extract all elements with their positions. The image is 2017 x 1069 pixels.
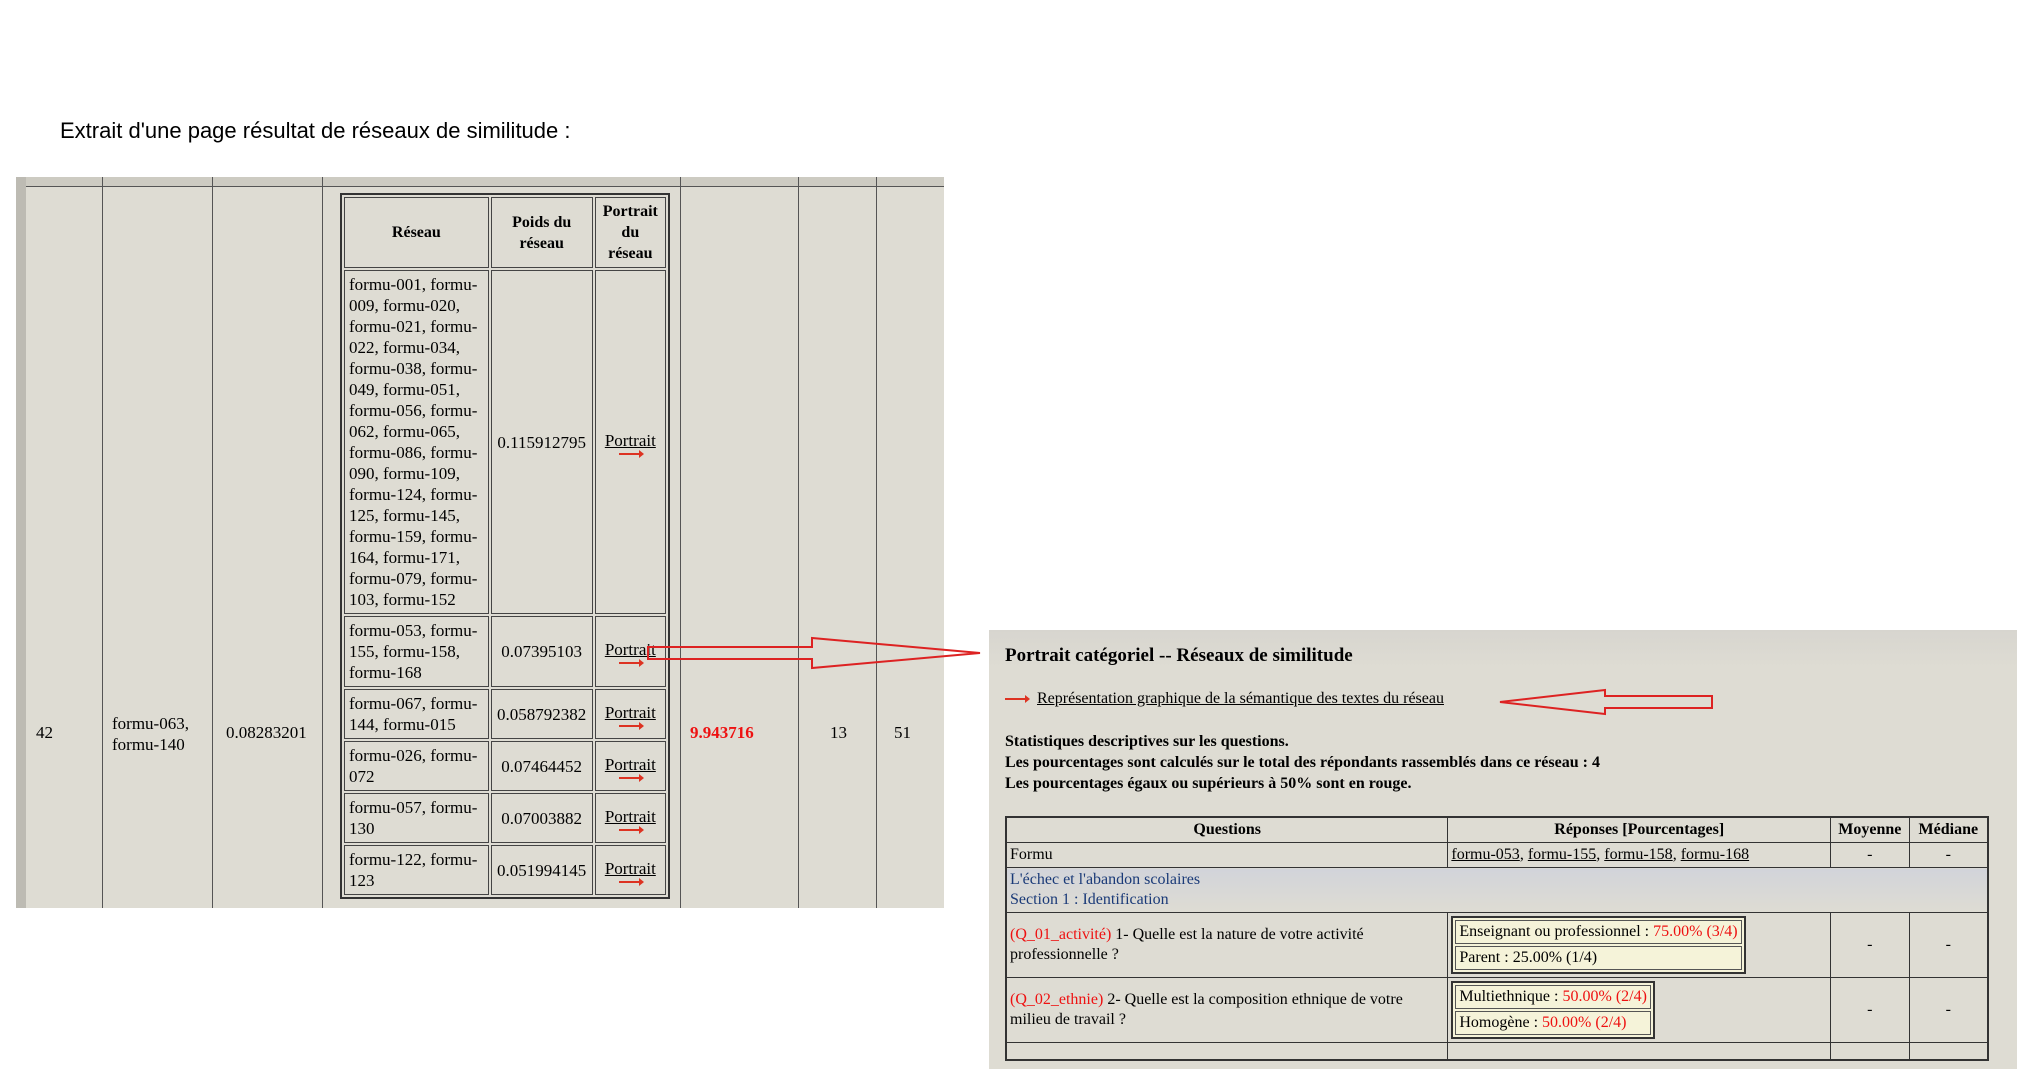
- header-mediane: Médiane: [1909, 817, 1988, 843]
- network-members: formu-026, formu-072: [344, 741, 489, 791]
- formu-link[interactable]: formu-053: [1451, 846, 1520, 863]
- graph-representation-link[interactable]: Représentation graphique de la sémantique des textes du réseau: [1037, 690, 1444, 707]
- formu-label: Formu: [1006, 843, 1448, 868]
- header-reseau: Réseau: [344, 197, 489, 268]
- question-text: 2- Quelle est la composition ethnique de votre milieu de travail ?: [1010, 991, 1403, 1028]
- answer-pct: 25.00% (1/4): [1512, 949, 1598, 966]
- header-poids: Poids du réseau: [491, 197, 593, 268]
- formu-links: formu-053, formu-155, formu-158, formu-168: [1448, 843, 1831, 868]
- portrait-link[interactable]: Portrait: [595, 741, 666, 791]
- figure-caption: Extrait d'une page résultat de réseaux de similitude :: [60, 118, 571, 143]
- header-reponses: Réponses [Pourcentages]: [1448, 817, 1831, 843]
- portrait-link[interactable]: Portrait: [595, 689, 666, 739]
- stats-line: Les pourcentages égaux ou supérieurs à 50% sont en rouge.: [1005, 775, 1412, 792]
- question-text: 1- Quelle est la nature de votre activité professionnelle ?: [1010, 926, 1364, 963]
- answer-item: Homogène : 50.00% (2/4): [1455, 1011, 1651, 1035]
- header-questions: Questions: [1006, 817, 1448, 843]
- section-title: L'échec et l'abandon scolaires: [1010, 871, 1201, 888]
- moyenne-value: -: [1831, 843, 1910, 868]
- formu-link[interactable]: formu-158: [1604, 846, 1673, 863]
- network-members: formu-001, formu-009, formu-020, formu-021, formu-022, formu-034, formu-038, formu-049, formu-051, formu-056, formu-062, formu-065, formu-086, formu-090, formu-109, formu-124, formu-125, formu-145, formu-159, formu-164, formu-171, formu-079, formu-103, formu-152: [344, 270, 489, 614]
- row-number: 42: [36, 723, 53, 742]
- mediane-value: -: [1909, 843, 1988, 868]
- section-subtitle: Section 1 : Identification: [1010, 891, 1169, 908]
- stats-line: Les pourcentages sont calculés sur le total des répondants rassemblés dans ce réseau : 4: [1005, 754, 1600, 771]
- network-weight: 0.07464452: [491, 741, 593, 791]
- header-moyenne: Moyenne: [1831, 817, 1910, 843]
- formu-link[interactable]: formu-155: [1527, 846, 1597, 863]
- network-weight: 0.051994145: [491, 845, 593, 895]
- mediane-value: -: [1909, 978, 1988, 1043]
- mediane-value: -: [1909, 913, 1988, 978]
- network-weight: 0.058792382: [491, 689, 593, 739]
- network-weight: 0.115912795: [491, 270, 593, 614]
- stats-line: Statistiques descriptives sur les questions.: [1005, 733, 1289, 750]
- answer-item: Enseignant ou professionnel : 75.00% (3/4): [1455, 920, 1741, 944]
- row-count-2: 51: [894, 723, 911, 742]
- portrait-link[interactable]: Portrait: [595, 270, 666, 614]
- arrow-to-portrait-icon: [648, 638, 980, 668]
- portrait-link[interactable]: Portrait: [595, 793, 666, 843]
- answer-pct: 50.00% (2/4): [1542, 1014, 1627, 1031]
- moyenne-value: -: [1831, 913, 1910, 978]
- row-count-1: 13: [830, 723, 847, 742]
- network-members: formu-057, formu-130: [344, 793, 489, 843]
- arrow-to-graph-link-icon: [1500, 690, 1712, 714]
- row-weight: 0.08283201: [226, 723, 307, 742]
- row-score: 9.943716: [690, 723, 754, 742]
- row-formu: formu-063, formu-140: [112, 714, 189, 754]
- answer-pct: 75.00% (3/4): [1653, 923, 1738, 940]
- answer-item: Parent : 25.00% (1/4): [1455, 946, 1741, 970]
- portrait-link[interactable]: Portrait: [595, 616, 666, 687]
- moyenne-value: -: [1831, 978, 1910, 1043]
- network-members: formu-053, formu-155, formu-158, formu-168: [344, 616, 489, 687]
- network-members: formu-067, formu-144, formu-015: [344, 689, 489, 739]
- portrait-link[interactable]: Portrait: [595, 845, 666, 895]
- header-portrait: Portrait du réseau: [595, 197, 666, 268]
- answer-pct: 50.00% (2/4): [1562, 988, 1647, 1005]
- network-members: formu-122, formu-123: [344, 845, 489, 895]
- network-weight: 0.07003882: [491, 793, 593, 843]
- question-code: (Q_02_ethnie): [1010, 991, 1104, 1008]
- answer-item: Multiethnique : 50.00% (2/4): [1455, 985, 1651, 1009]
- network-weight: 0.07395103: [491, 616, 593, 687]
- question-code: (Q_01_activité): [1010, 926, 1112, 943]
- formu-link[interactable]: formu-168: [1680, 846, 1750, 863]
- portrait-title: Portrait catégoriel -- Réseaux de similitude: [1005, 645, 1353, 666]
